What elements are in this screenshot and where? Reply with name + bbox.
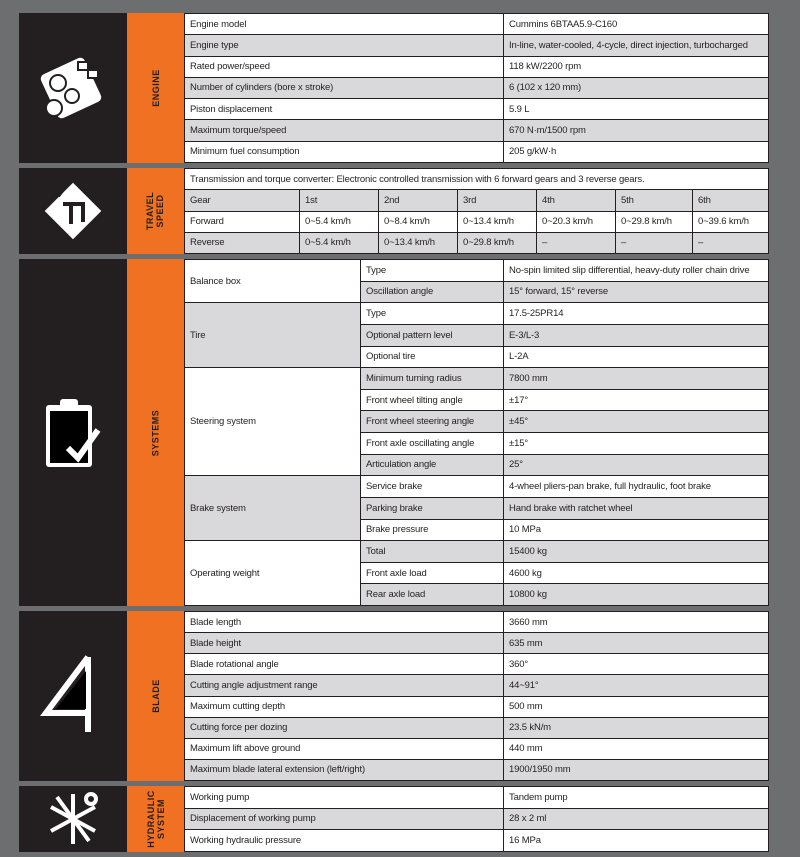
gear-row-label: Forward — [185, 211, 300, 232]
section-label-systems: SYSTEMS — [127, 259, 184, 606]
spec-label: Cutting force per dozing — [185, 717, 504, 738]
blade-section — [19, 611, 769, 781]
spec-label: Maximum blade lateral extension (left/right) — [185, 759, 504, 780]
group-label: Steering system — [185, 368, 361, 476]
spec-label: Oscillation angle — [361, 281, 504, 303]
spec-value: 500 mm — [504, 696, 769, 717]
spec-value: Hand brake with ratchet wheel — [504, 497, 769, 519]
gear-speed-cell: 0~29.8 km/h — [616, 211, 693, 232]
gear-speed-cell: 0~8.4 km/h — [379, 211, 458, 232]
spec-label: Front wheel steering angle — [361, 411, 504, 433]
gear-row-label: Gear — [185, 190, 300, 211]
spec-value: No-spin limited slip differential, heavy-duty roller chain drive — [504, 260, 769, 282]
table-row — [185, 99, 769, 120]
table-row — [185, 541, 769, 563]
spec-label: Type — [361, 260, 504, 282]
spec-label: Rated power/speed — [185, 56, 504, 77]
spec-value: 3660 mm — [504, 612, 769, 633]
table-row — [185, 120, 769, 141]
spec-value: 28 x 2 ml — [504, 808, 769, 830]
spec-value: 17.5-25PR14 — [504, 303, 769, 325]
gear-speed-cell: 6th — [693, 190, 769, 211]
gear-speed-cell: – — [616, 232, 693, 253]
spec-label: Maximum torque/speed — [185, 120, 504, 141]
table-row — [185, 633, 769, 654]
gear-speed-cell: 0~39.6 km/h — [693, 211, 769, 232]
spec-label: Parking brake — [361, 497, 504, 519]
table-row — [185, 738, 769, 759]
spec-value: Tandem pump — [504, 787, 769, 809]
spec-value: 6 (102 x 120 mm) — [504, 77, 769, 98]
gear-speed-cell: – — [693, 232, 769, 253]
spec-value: 670 N·m/1500 rpm — [504, 120, 769, 141]
spec-value: 5.9 L — [504, 99, 769, 120]
spec-label: Working pump — [185, 787, 504, 809]
gear-speed-cell: 0~5.4 km/h — [300, 232, 379, 253]
travel-speed-table — [184, 168, 769, 254]
table-row — [185, 56, 769, 77]
table-row — [185, 476, 769, 498]
spec-value: 360° — [504, 654, 769, 675]
section-label-engine: ENGINE — [127, 13, 184, 163]
section-label-blade: BLADE — [127, 611, 184, 781]
table-row — [185, 141, 769, 162]
spec-value: 25° — [504, 454, 769, 476]
table-row — [185, 717, 769, 738]
section-label-hydraulic-system: HYDRAULIC SYSTEM — [127, 786, 184, 852]
spec-label: Front axle oscillating angle — [361, 433, 504, 455]
engine-section — [19, 13, 769, 163]
section-label-travel-speed: TRAVEL SPEED — [127, 168, 184, 254]
spec-label: Articulation angle — [361, 454, 504, 476]
spec-label: Front wheel tilting angle — [361, 389, 504, 411]
spec-label: Piston displacement — [185, 99, 504, 120]
blade-spec-table — [184, 611, 769, 781]
travel-speed-section — [19, 168, 769, 254]
spec-value: 1900/1950 mm — [504, 759, 769, 780]
spec-value: 10800 kg — [504, 584, 769, 606]
table-row — [185, 675, 769, 696]
spec-label: Cutting angle adjustment range — [185, 675, 504, 696]
gear-speed-cell: 0~29.8 km/h — [458, 232, 537, 253]
table-row — [185, 211, 769, 232]
table-row — [185, 368, 769, 390]
spec-value: 23.5 kN/m — [504, 717, 769, 738]
spec-value: In-line, water-cooled, 4-cycle, direct injection, turbocharged — [504, 35, 769, 56]
blade-icon — [19, 611, 127, 781]
table-row — [185, 190, 769, 211]
table-row — [185, 232, 769, 253]
table-row — [185, 696, 769, 717]
gear-speed-cell: 2nd — [379, 190, 458, 211]
table-row — [185, 830, 769, 852]
spec-value: 205 g/kW·h — [504, 141, 769, 162]
spec-label: Blade rotational angle — [185, 654, 504, 675]
spec-value: ±15° — [504, 433, 769, 455]
spec-label: Maximum cutting depth — [185, 696, 504, 717]
spec-label: Minimum fuel consumption — [185, 141, 504, 162]
gear-row-label: Reverse — [185, 232, 300, 253]
spec-label: Rear axle load — [361, 584, 504, 606]
spec-label: Service brake — [361, 476, 504, 498]
transmission-note: Transmission and torque converter: Electronic controlled transmission with 6 forward gears and 3 reverse gears. — [185, 169, 769, 190]
table-row — [185, 77, 769, 98]
table-row — [185, 169, 769, 190]
hydraulic-spec-table — [184, 786, 769, 852]
spec-value: 4-wheel pliers-pan brake, full hydraulic, foot brake — [504, 476, 769, 498]
table-row — [185, 654, 769, 675]
spec-value: 44~91° — [504, 675, 769, 696]
spec-label: Number of cylinders (bore x stroke) — [185, 77, 504, 98]
gear-speed-cell: 5th — [616, 190, 693, 211]
spec-value: 15400 kg — [504, 541, 769, 563]
spec-value: 16 MPa — [504, 830, 769, 852]
group-label: Operating weight — [185, 541, 361, 606]
systems-spec-table — [184, 259, 769, 606]
clipboard-check-icon — [19, 259, 127, 606]
group-label: Balance box — [185, 260, 361, 303]
spec-value: 4600 kg — [504, 562, 769, 584]
table-row — [185, 35, 769, 56]
group-label: Brake system — [185, 476, 361, 541]
spec-label: Blade length — [185, 612, 504, 633]
engine-icon — [19, 13, 127, 163]
spec-label: Engine type — [185, 35, 504, 56]
table-row — [185, 14, 769, 35]
spec-label: Maximum lift above ground — [185, 738, 504, 759]
spec-label: Working hydraulic pressure — [185, 830, 504, 852]
spec-label: Engine model — [185, 14, 504, 35]
gear-speed-cell: 3rd — [458, 190, 537, 211]
hydraulic-system-section — [19, 786, 769, 852]
spec-value: L-2A — [504, 346, 769, 368]
spec-value: 7800 mm — [504, 368, 769, 390]
table-row — [185, 303, 769, 325]
spec-value: ±45° — [504, 411, 769, 433]
spec-value: 10 MPa — [504, 519, 769, 541]
systems-section — [19, 259, 769, 606]
spec-value: ±17° — [504, 389, 769, 411]
spec-label: Optional tire — [361, 346, 504, 368]
table-row — [185, 260, 769, 282]
table-row — [185, 787, 769, 809]
table-row — [185, 808, 769, 830]
spec-label: Total — [361, 541, 504, 563]
spec-value: 440 mm — [504, 738, 769, 759]
gear-speed-cell: – — [537, 232, 616, 253]
spec-label: Blade height — [185, 633, 504, 654]
gear-speed-cell: 4th — [537, 190, 616, 211]
spec-label: Minimum turning radius — [361, 368, 504, 390]
spec-value: 118 kW/2200 rpm — [504, 56, 769, 77]
spec-value: Cummins 6BTAA5.9-C160 — [504, 14, 769, 35]
hydraulic-tools-icon — [19, 786, 127, 852]
spec-value: 15° forward, 15° reverse — [504, 281, 769, 303]
spec-label: Displacement of working pump — [185, 808, 504, 830]
table-row — [185, 612, 769, 633]
travel-speed-icon — [19, 168, 127, 254]
spec-label: Front axle load — [361, 562, 504, 584]
table-row — [185, 759, 769, 780]
spec-value: 635 mm — [504, 633, 769, 654]
spec-label: Optional pattern level — [361, 324, 504, 346]
gear-speed-cell: 1st — [300, 190, 379, 211]
gear-speed-cell: 0~13.4 km/h — [458, 211, 537, 232]
group-label: Tire — [185, 303, 361, 368]
spec-value: E-3/L-3 — [504, 324, 769, 346]
gear-speed-cell: 0~20.3 km/h — [537, 211, 616, 232]
engine-spec-table — [184, 13, 769, 163]
gear-speed-cell: 0~5.4 km/h — [300, 211, 379, 232]
gear-speed-cell: 0~13.4 km/h — [379, 232, 458, 253]
spec-label: Brake pressure — [361, 519, 504, 541]
spec-label: Type — [361, 303, 504, 325]
